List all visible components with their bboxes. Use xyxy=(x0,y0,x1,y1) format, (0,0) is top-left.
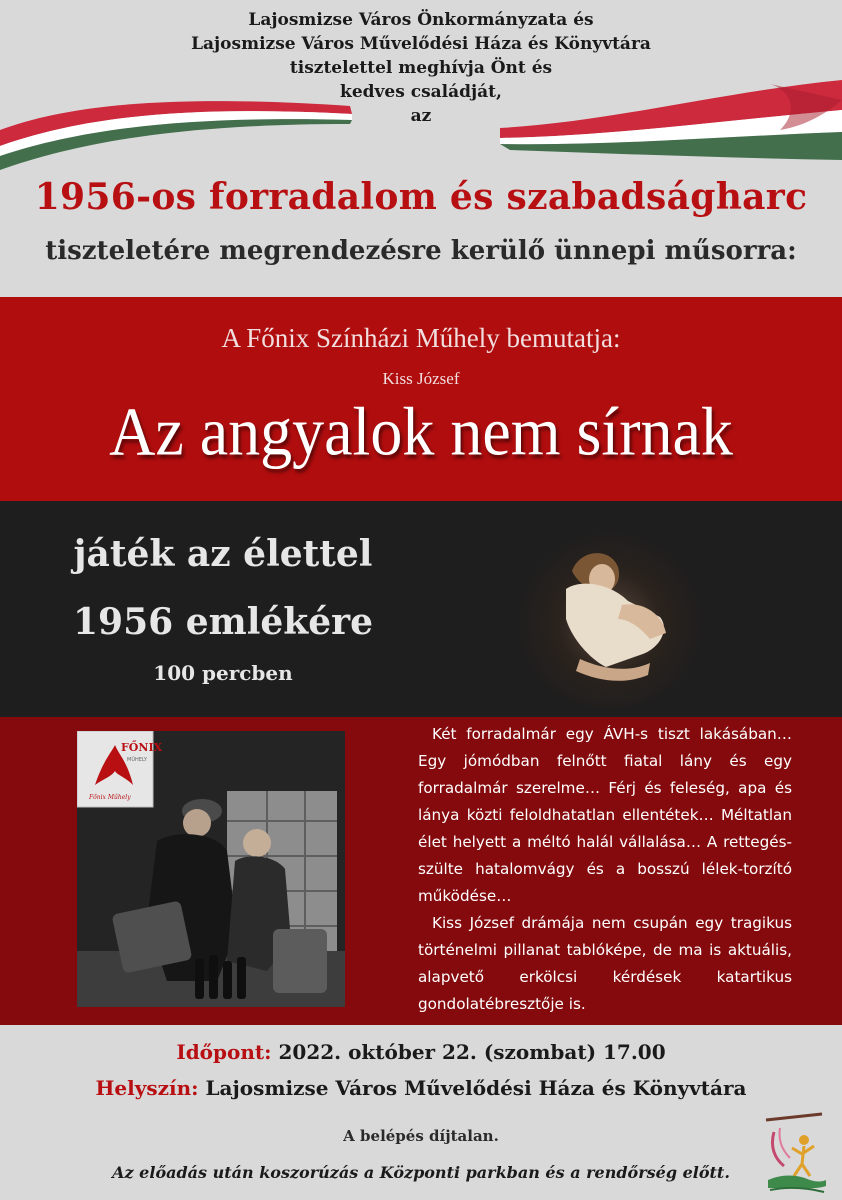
tagline-band xyxy=(0,501,842,717)
play-title: Az angyalok nem sírnak xyxy=(109,393,733,470)
event-place xyxy=(0,1076,842,1100)
description-band xyxy=(0,717,842,1025)
author-name: Kiss József xyxy=(382,369,460,388)
tagline-duration: 100 percben xyxy=(153,661,293,685)
tagline-line-2: 1956 emlékére xyxy=(72,601,374,643)
event-subheadline: tiszteletére megrendezésre kerülő ünnepi műsorra: xyxy=(45,236,797,266)
description-paragraph: Kiss József drámája nem csupán egy tragikus történelmi pillanat tablóképe, de ma is aktuális, alapvető erkölcsi kérdések katartikus gondolatébresztője is. xyxy=(418,914,792,1013)
invitation-text xyxy=(0,8,842,128)
place-value: Lajosmizse Város Művelődési Háza és Könyvtára xyxy=(205,1076,747,1100)
play-title-band xyxy=(0,297,842,501)
play-description xyxy=(418,721,792,1018)
event-headline: 1956-os forradalom és szabadságharc xyxy=(34,176,808,218)
invitation-line: tisztelettel meghívja Önt és xyxy=(289,58,553,78)
badge-sub: MŰHELY xyxy=(127,757,148,763)
invitation-line: az xyxy=(410,106,432,126)
entry-note: A belépés díjtalan. xyxy=(343,1127,499,1145)
invitation-line: Lajosmizse Város Önkormányzata és xyxy=(248,10,594,30)
badge-script: Főnix Műhely xyxy=(89,794,131,801)
tagline-line-1: játék az élettel xyxy=(73,533,373,575)
time-label: Időpont: xyxy=(176,1040,272,1064)
badge-name: FŐNIX xyxy=(121,741,163,754)
presenter-text: A Főnix Színházi Műhely bemutatja: xyxy=(221,323,621,353)
stage-scene-photo xyxy=(77,731,345,1007)
cultural-house-logo-icon xyxy=(760,1110,830,1196)
description-paragraph: Két forradalmár egy ÁVH-s tiszt lakásában… Egy jómódban felnőtt fiatal lány és egy forradalmár szerelme… Férj és feleség, apa és lánya közti feloldhatatlan ellentétek… Méltatlan élet helyett a méltó halál vállalása… A rettegés-szülte hatalomvágy és a bosszú lélek-torzító működése… xyxy=(418,725,792,905)
time-value: 2022. október 22. (szombat) 17.00 xyxy=(278,1040,666,1064)
crouching-woman-photo xyxy=(510,509,710,709)
place-label: Helyszín: xyxy=(95,1076,199,1100)
event-time xyxy=(0,1040,842,1064)
invitation-line: Lajosmizse Város Művelődési Háza és Könyvtára xyxy=(191,34,651,54)
footnote: Az előadás után koszorúzás a Központi parkban és a rendőrség előtt. xyxy=(112,1163,730,1182)
invitation-line: kedves családját, xyxy=(340,82,502,102)
